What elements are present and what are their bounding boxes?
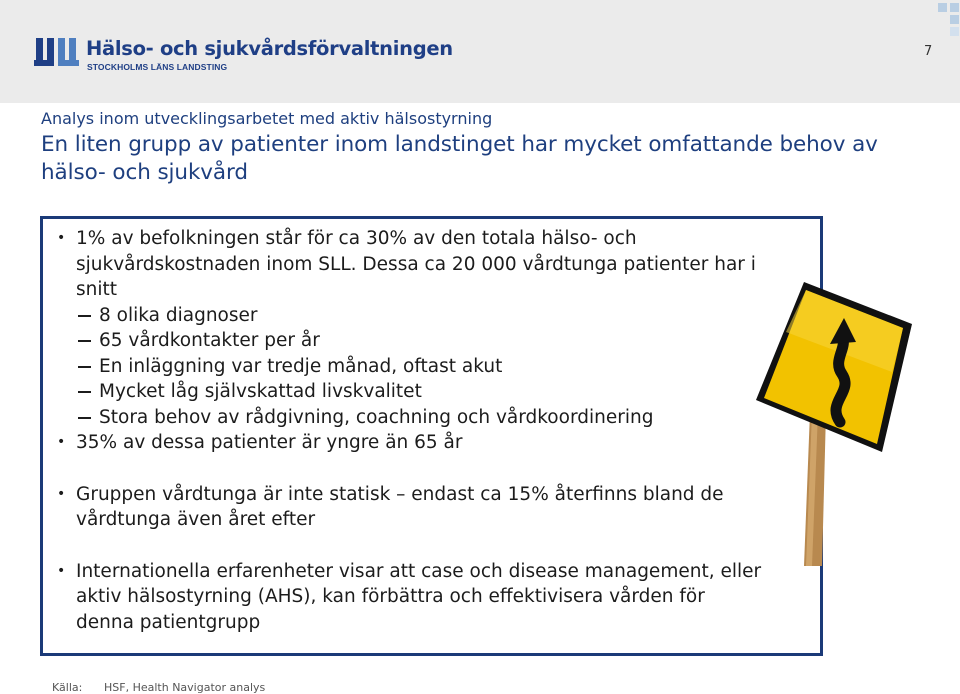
- org-name: Hälso- och sjukvårdsförvaltningen: [86, 37, 453, 60]
- winding-road-sign-icon: [742, 262, 960, 566]
- sub-item: Mycket låg självskattad livskvalitet: [57, 379, 777, 405]
- org-subtitle: STOCKHOLMS LÄNS LANDSTING: [87, 62, 228, 72]
- content-text: [57, 226, 777, 635]
- slide-title: En liten grupp av patienter inom landstinget har mycket omfattande behov av hälso- och sjukvård: [41, 132, 878, 185]
- sub-item: 65 vårdkontakter per år: [57, 328, 777, 354]
- source-text: HSF, Health Navigator analys: [104, 681, 266, 694]
- bullet-item: • Gruppen vårdtunga är inte statisk – endast ca 15% återfinns bland de vårdtunga även året efter: [57, 482, 737, 533]
- org-logo: [34, 36, 453, 76]
- bullet-item: • Internationella erfarenheter visar att case och disease management, eller aktiv hälsostyrning (AHS), kan förbättra och effektivisera vården för denna patientgrupp: [57, 559, 763, 636]
- bullet-item: • 1% av befolkningen står för ca 30% av den totala hälso- och sjukvårdskostnaden inom SLL. Dessa ca 20 000 vårdtunga patienter har i snitt: [57, 226, 777, 303]
- page-number: 7: [924, 44, 933, 59]
- corner-decoration: [938, 0, 960, 103]
- sub-item: En inläggning var tredje månad, oftast akut: [57, 354, 777, 380]
- bullet-item: • 35% av dessa patienter är yngre än 65 år: [57, 430, 777, 456]
- header-band: [0, 0, 960, 103]
- slide-kicker: Analys inom utvecklingsarbetet med aktiv hälsostyrning: [41, 109, 493, 128]
- sll-logo-icon: [34, 36, 80, 72]
- sub-item: Stora behov av rådgivning, coachning och vårdkoordinering: [57, 405, 777, 431]
- source-label: Källa:: [52, 681, 83, 694]
- sub-item: 8 olika diagnoser: [57, 303, 777, 329]
